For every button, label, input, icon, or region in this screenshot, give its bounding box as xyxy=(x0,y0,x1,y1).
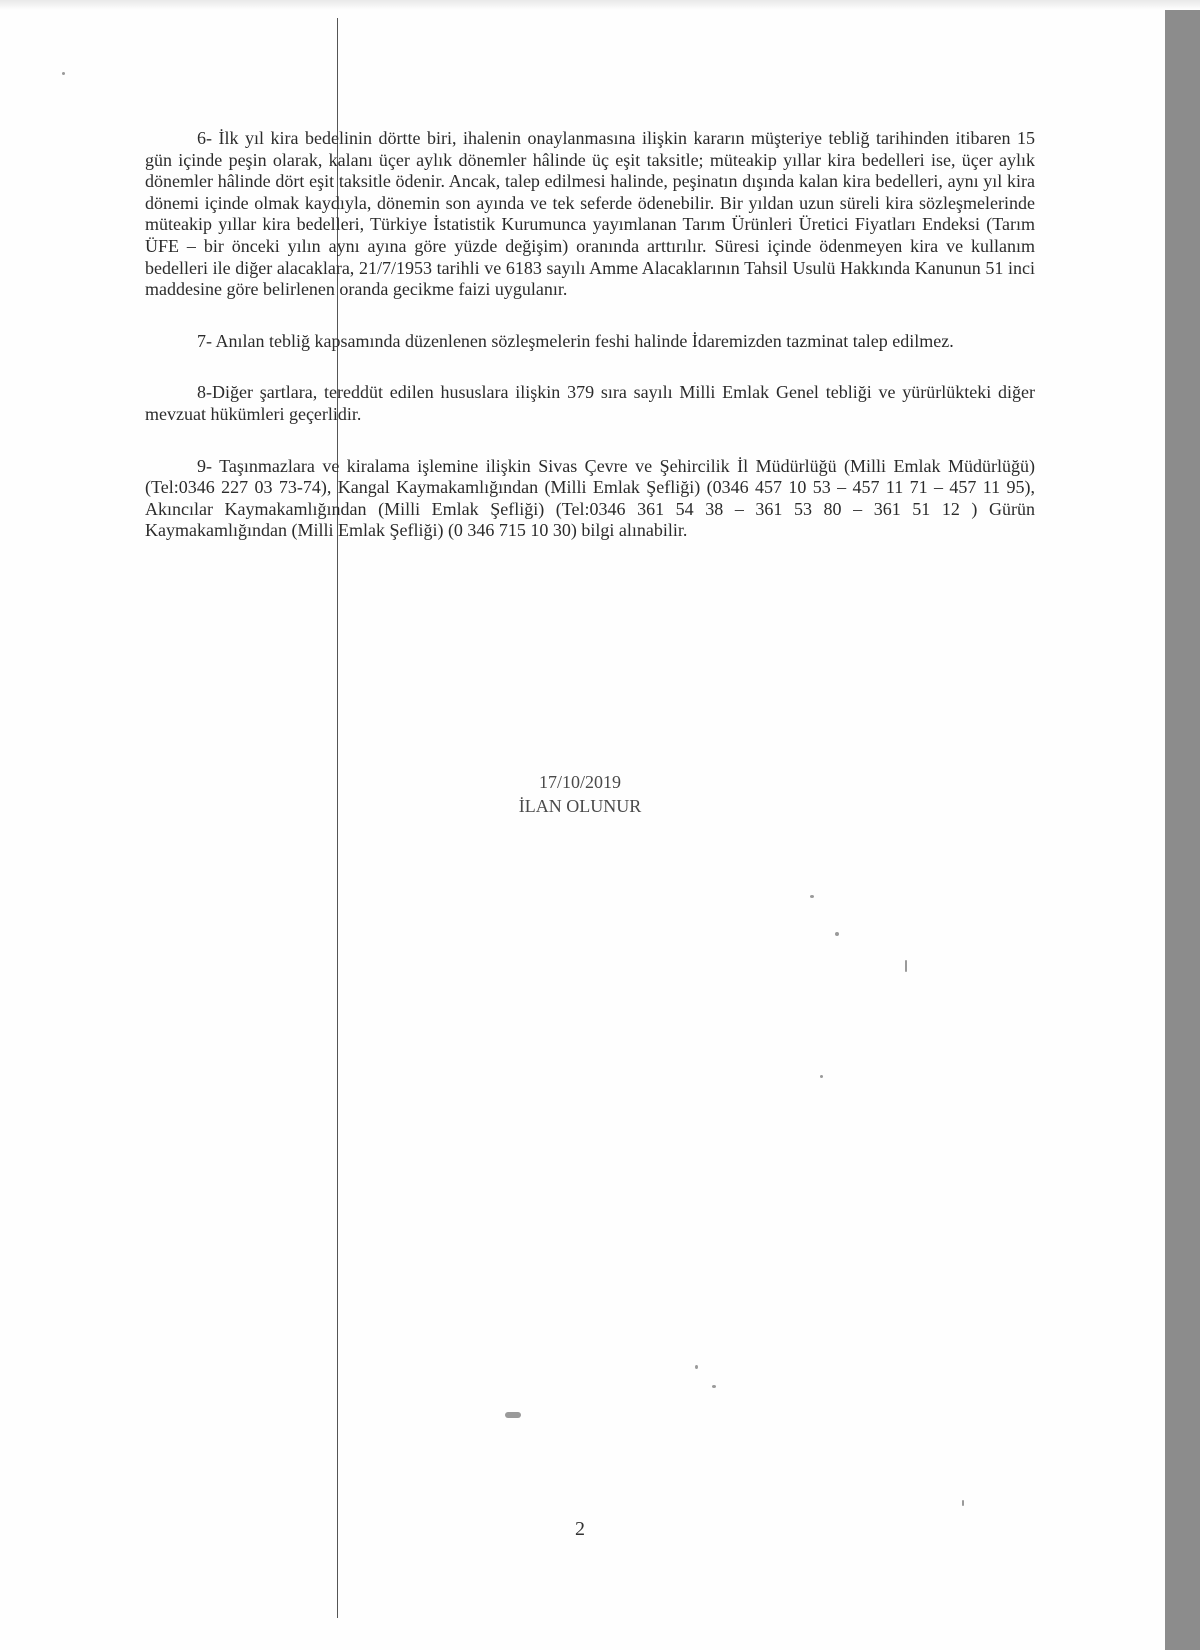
scan-right-edge xyxy=(1165,10,1200,1650)
paragraph-8: 8-Diğer şartlara, tereddüt edilen hususlara ilişkin 379 sıra sayılı Milli Emlak Genel tebliği ve yürürlükteki diğer mevzuat hükümleri geçerlidir. xyxy=(145,382,1035,424)
scan-speck xyxy=(62,72,65,75)
scan-speck xyxy=(820,1075,823,1078)
page-number: 2 xyxy=(575,1518,585,1540)
scan-speck xyxy=(905,960,907,972)
scan-speck xyxy=(505,1412,521,1418)
scan-speck xyxy=(810,895,814,898)
document-body xyxy=(145,128,1035,572)
paragraph-7: 7- Anılan tebliğ kapsamında düzenlenen sözleşmelerin feshi halinde İdaremizden tazminat talep edilmez. xyxy=(197,330,954,351)
scan-speck xyxy=(712,1385,716,1388)
scan-speck xyxy=(962,1500,964,1506)
scan-speck xyxy=(695,1365,698,1369)
scan-speck xyxy=(835,932,839,936)
scan-top-edge xyxy=(0,0,1200,10)
paragraph-6: 6- İlk yıl kira bedelinin dörtte biri, ihalenin onaylanmasına ilişkin kararın müşteriye tebliğ tarihinden itibaren 15 gün içinde peşin olarak, kalanı üçer aylık dönemler hâlinde üç eşit taksitle; müteakip yıllar kira bedelleri ise, üçer aylık dönemler hâlinde dört eşit taksitle ödenir. Ancak, talep edilmesi halinde, peşinatın dışında kalan kira bedelleri, aynı yıl kira dönemi içinde olmak kaydıyla, dönemin son ayında ve tek seferde ödenebilir. Bir yıldan uzun süreli kira sözleşmelerinde müteakip yıllar kira bedelleri, Türkiye İstatistik Kurumunca yayımlanan Tarım Ürünleri Üretici Fiyatları Endeksi (Tarım ÜFE – bir önceki yılın aynı ayına göre yüzde değişim) oranında arttırılır. Süresi içinde ödenmeyen kira ve kullanım bedelleri ile diğer alacaklara, 21/7/1953 tarihli ve 6183 sayılı Amme Alacaklarının Tahsil Usulü Hakkında Kanunun 51 inci maddesine göre belirlenen oranda gecikme faizi uygulanır. xyxy=(145,128,1035,300)
notice-announcement: İLAN OLUNUR xyxy=(518,796,642,816)
paragraph-9: 9- Taşınmazlara ve kiralama işlemine ilişkin Sivas Çevre ve Şehircilik İl Müdürlüğü (Milli Emlak Müdürlüğü) (Tel:0346 227 03 73-74), Kangal Kaymakamlığından (Milli Emlak Şefliği) (0346 457 10 53 – 457 11 71 – 457 11 95), Akıncılar Kaymakamlığından (Milli Emlak Şefliği) (Tel:0346 361 54 38 – 361 53 80 – 361 51 12 ) Gürün Kaymakamlığından (Milli Emlak Şefliği) (0 346 715 10 30) bilgi alınabilir. xyxy=(145,455,1035,541)
closing-block xyxy=(0,770,1160,818)
notice-date: 17/10/2019 xyxy=(538,772,621,792)
